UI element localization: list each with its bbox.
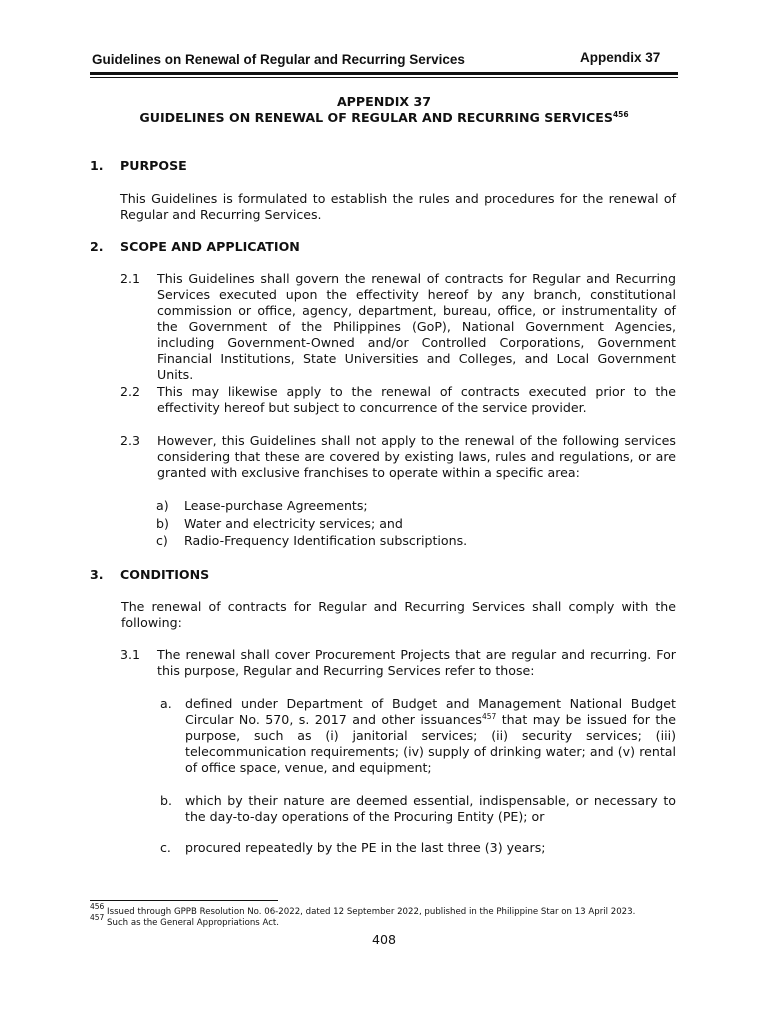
item-a-mark: a. [160, 696, 172, 711]
footnote-457-number: 457 [90, 913, 105, 922]
para-2-3-text: However, this Guidelines shall not apply to the renewal of the following services considering that these are covered by existing laws, rules and regulations, or are granted with exclusive franchises to operate within a specific area: [157, 433, 676, 480]
para-3-1-text: The renewal shall cover Procurement Projects that are regular and recurring. For this purpose, Regular and Recurring Services refer to those: [157, 647, 676, 678]
section-1-title: PURPOSE [120, 158, 187, 173]
item-a-text-part1: defined under Department of Budget and Management National Budget Circular No. 570, s. 2017 and other issuances [185, 696, 676, 727]
item-b-mark: b. [160, 793, 172, 808]
para-2-2-text: This may likewise apply to the renewal of contracts executed prior to the effectivity hereof but subject to concurrence of the service provider. [157, 384, 676, 415]
para-2-2-number: 2.2 [120, 384, 141, 399]
list-item-c-mark: c) [156, 533, 168, 548]
para-3-1-number: 3.1 [120, 647, 141, 662]
item-a-text [185, 696, 676, 776]
footnote-ref-456: 456 [612, 110, 629, 119]
section-3-title: CONDITIONS [120, 567, 210, 582]
header-appendix: Appendix 37 [580, 50, 661, 65]
item-b-text: which by their nature are deemed essential, indispensable, or necessary to the day-to-day operations of the Procuring Entity (PE); or [185, 793, 676, 824]
appendix-title: APPENDIX 37 [336, 94, 432, 109]
section-1-text: This Guidelines is formulated to establish the rules and procedures for the renewal of Regular and Recurring Services. [120, 191, 676, 222]
footnote-ref-457: 457 [481, 712, 497, 721]
footnote-457-text: Such as the General Appropriations Act. [104, 918, 280, 928]
page-number: 408 [371, 932, 397, 947]
list-item-b-mark: b) [156, 516, 169, 531]
section-1-number: 1. [90, 158, 104, 173]
item-a-text-part2: that may be issued for the purpose, such as (i) janitorial services; (ii) security services; (iii) telecommunication requirements; (iv) supply of drinking water; and (v) rental of office space, venue, and equipment; [185, 712, 677, 775]
para-2-1-text: This Guidelines shall govern the renewal of contracts for Regular and Recurring Services executed upon the effectivity hereof by any branch, constitutional commission or office, agency, department, bureau, office, or instrumentality of the Government of the Philippines (GoP), National Government Agencies, including Government-Owned and/or Controlled Corporations, Government Financial Institutions, State Universities and Colleges, and Local Government Units. [157, 271, 676, 382]
list-item-a: Lease-purchase Agreements; [184, 498, 368, 513]
item-c-mark: c. [160, 840, 171, 855]
section-2-number: 2. [90, 239, 104, 254]
para-2-1-number: 2.1 [120, 271, 141, 286]
section-3-intro: The renewal of contracts for Regular and Recurring Services shall comply with the following: [121, 599, 676, 630]
footnote-456 [90, 902, 636, 918]
footnote-457 [90, 913, 280, 929]
list-item-a-mark: a) [156, 498, 169, 513]
document-title-text: GUIDELINES ON RENEWAL OF REGULAR AND RECURRING SERVICES [139, 110, 613, 125]
footnote-456-text: Issued through GPPB Resolution No. 06-2022, dated 12 September 2022, published in the Philippine Star on 13 April 2023. [104, 907, 636, 917]
footnote-separator [90, 900, 278, 901]
document-title [90, 110, 678, 126]
list-item-b: Water and electricity services; and [184, 516, 403, 531]
item-c-text: procured repeatedly by the PE in the last three (3) years; [185, 840, 546, 855]
list-item-c: Radio-Frequency Identification subscriptions. [184, 533, 468, 548]
section-3-number: 3. [90, 567, 104, 582]
footnote-456-number: 456 [90, 902, 105, 911]
header-title: Guidelines on Renewal of Regular and Recurring Services [92, 52, 465, 67]
para-2-3-number: 2.3 [120, 433, 141, 448]
section-2-title: SCOPE AND APPLICATION [120, 239, 300, 254]
